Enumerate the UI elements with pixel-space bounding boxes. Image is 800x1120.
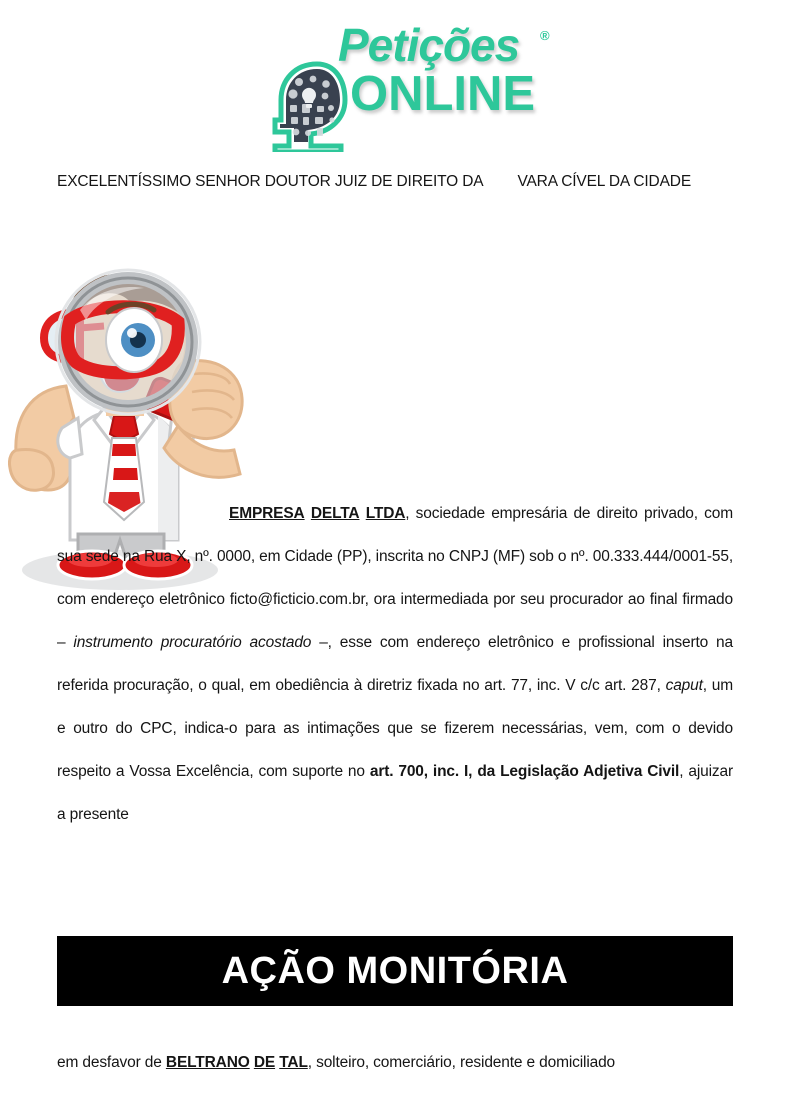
closing-segment-2: , solteiro, comerciário, residente e domiciliado	[307, 1054, 616, 1071]
body-segment-4: , ajuizar a presente	[57, 763, 733, 823]
logo-text-primary: Petições	[338, 19, 520, 71]
body-segment-2: –, esse com endereço eletrônico e profissional inserto na referida procuração, o qual, em obediência à diretriz fixada no art. 77, inc. V c/c art. 287,	[57, 634, 733, 694]
plaintiff-name-part3: LTDA	[365, 505, 406, 522]
court-address-header	[57, 160, 747, 204]
action-title-text: AÇÃO MONITÓRIA	[221, 950, 569, 992]
plaintiff-name-part1: EMPRESA	[229, 505, 305, 522]
closing-segment-1: em desfavor de	[57, 1054, 166, 1071]
defendant-name-part1: BELTRANO	[165, 1054, 250, 1071]
court-address-part2: VARA CÍVEL DA CIDADE	[517, 173, 692, 190]
defendant-paragraph	[57, 1043, 747, 1083]
body-segment-3: , um e outro do CPC, indica-o para as intimações que se fizerem necessárias, vem, com o devido respeito a Vossa Excelência, com suporte no	[57, 677, 734, 780]
defendant-name-part3: TAL	[279, 1054, 308, 1071]
action-title-banner	[57, 936, 733, 1006]
petition-body-paragraph	[57, 492, 733, 836]
body-italic-2: caput	[665, 677, 703, 694]
brand-logo	[268, 19, 550, 152]
registered-trademark-icon: ®	[540, 28, 550, 43]
plaintiff-name-part2: DELTA	[310, 505, 360, 522]
body-segment-1: , sociedade empresária de direito privado, com sua sede na Rua X, nº. 0000, em Cidade (PP), inscrita no CNPJ (MF) sob o nº. 00.333.444/0001-55, com endereço eletrônico ficto@ficticio.com.br, ora intermediada por seu procurador ao final firmado –	[57, 505, 733, 651]
body-legal-citation: art. 700, inc. I, da Legislação Adjetiva Civil	[369, 763, 680, 780]
logo-text-secondary: ONLINE	[350, 67, 536, 121]
court-address-part1: EXCELENTÍSSIMO SENHOR DOUTOR JUIZ DE DIREITO DA	[57, 173, 484, 190]
defendant-name-part2: DE	[253, 1054, 276, 1071]
body-italic-1: instrumento procuratório acostado	[73, 634, 312, 651]
